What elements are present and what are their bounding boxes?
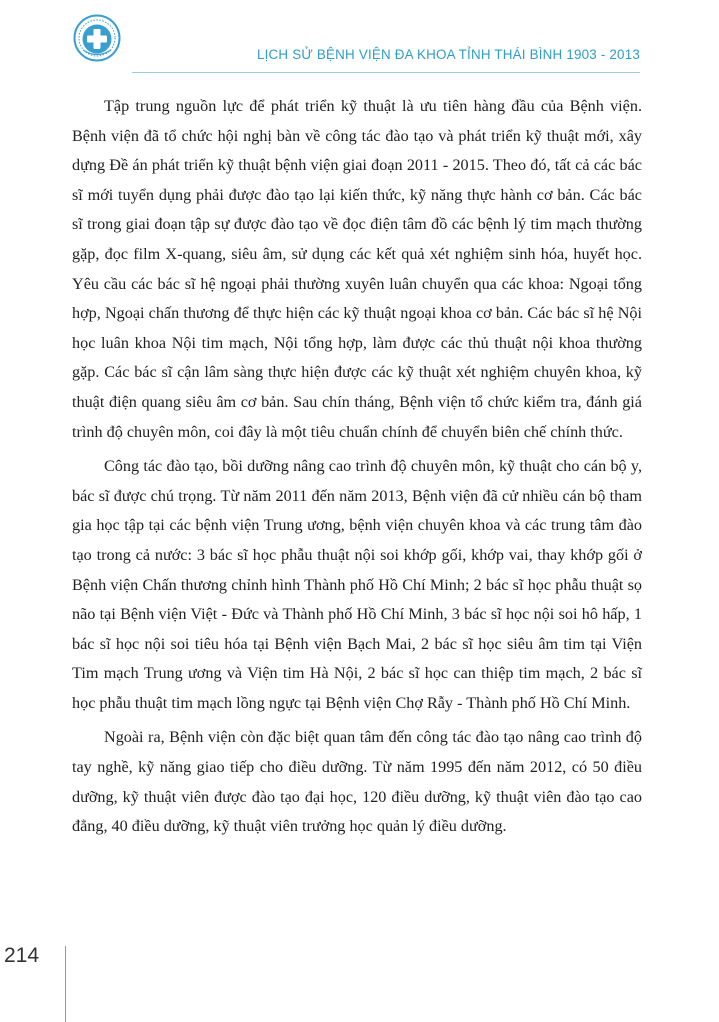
- paragraph-3: Ngoài ra, Bệnh viện còn đặc biệt quan tâm đến công tác đào tạo nâng cao trình độ tay nghề, kỹ năng giao tiếp cho điều dưỡng. Từ năm 1995 đến năm 2012, có 50 điều dưỡng, kỹ thuật viên được đào tạo đại học, 120 điều dưỡng, kỹ thuật viên đào tạo cao đẳng, 40 điều dưỡng, kỹ thuật viên trưởng học quản lý điều dưỡng.: [72, 728, 642, 836]
- paragraph-1: Tập trung nguồn lực để phát triển kỹ thuật là ưu tiên hàng đầu của Bệnh viện. Bệnh viện đã tổ chức hội nghị bàn về công tác đào tạo và phát triển kỹ thuật mới, xây dựng Đề án phát triển kỹ thuật bệnh viện giai đoạn 2011 - 2015. Theo đó, tất cả các bác sĩ mới tuyển dụng phải được đào tạo lại kiến thức, kỹ năng thực hành cơ bản. Các bác sĩ trong giai đoạn tập sự được đào tạo về đọc điện tâm đồ các bệnh lý tim mạch thường gặp, đọc film X-quang, siêu âm, sử dụng các kết quả xét nghiệm sinh hóa, huyết học. Yêu cầu các bác sĩ hệ ngoại phải thường xuyên luân chuyển qua các khoa: Ngoại tổng hợp, Ngoại chấn thương để thực hiện các kỹ thuật ngoại khoa cơ bản. Các bác sĩ hệ Nội học luân khoa Nội tim mạch, Nội tổng hợp, làm được các thủ thuật nội khoa thường gặp. Các bác sĩ cận lâm sàng thực hiện được các kỹ thuật xét nghiệm chuyên khoa, kỹ thuật điện quang siêu âm cơ bản. Sau chín tháng, Bệnh viện tổ chức kiểm tra, đánh giá trình độ chuyên môn, coi đây là một tiêu chuẩn chính để chuyển biên chế chính thức.: [72, 97, 642, 441]
- body-text: [72, 92, 642, 847]
- page-number-divider: [65, 946, 66, 1022]
- running-title: LỊCH SỬ BỆNH VIỆN ĐA KHOA TỈNH THÁI BÌNH 1903 - 2013: [256, 47, 640, 62]
- paragraph-2: Công tác đào tạo, bồi dưỡng nâng cao trình độ chuyên môn, kỹ thuật cho cán bộ y, bác sĩ được chú trọng. Từ năm 2011 đến năm 2013, Bệnh viện đã cử nhiều cán bộ tham gia học tập tại các bệnh viện Trung ương, bệnh viện chuyên khoa và các trung tâm đào tạo trong cả nước: 3 bác sĩ học phẫu thuật nội soi khớp gối, khớp vai, thay khớp gối ở Bệnh viện Chấn thương chỉnh hình Thành phố Hồ Chí Minh; 2 bác sĩ học phẫu thuật sọ não tại Bệnh viện Việt - Đức và Thành phố Hồ Chí Minh, 3 bác sĩ học nội soi hô hấp, 1 bác sĩ học nội soi tiêu hóa tại Bệnh viện Bạch Mai, 2 bác sĩ học siêu âm tim tại Viện Tim mạch Trung ương và Viện tim Hà Nội, 2 bác sĩ học can thiệp tim mạch, 2 bác sĩ học phẫu thuật tim mạch lồng ngực tại Bệnh viện Chợ Rẫy - Thành phố Hồ Chí Minh.: [72, 457, 642, 712]
- header-divider: [132, 72, 640, 73]
- page-number: 214: [4, 944, 40, 967]
- hospital-cross-seal-icon: [73, 14, 121, 62]
